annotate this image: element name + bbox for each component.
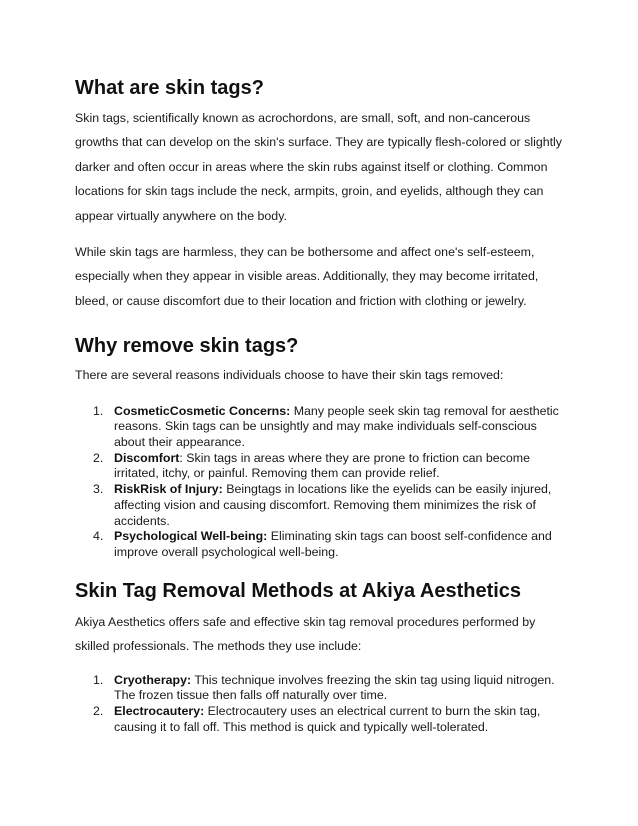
list-item-title: Electrocautery: [114,703,205,718]
paragraph-why-intro: There are several reasons individuals choose to have their skin tags removed: [75,368,504,383]
methods-list [75,673,570,736]
list-item-title: CosmeticCosmetic Concerns: [114,403,291,418]
list-item-text: Electrocautery uses an electrical current to burn the skin tag, causing it to fall off. This method is quick and typically well-tolerated. [114,703,541,734]
list-item-title: Psychological Well-being: [114,529,268,544]
list-item-number: 1. [93,672,104,687]
list-item-text: : Skin tags in areas where they are prone to friction can become irritated, itchy, or painful. Removing them can provide relief. [114,450,530,481]
list-item-title: RiskRisk of Injury: [114,482,223,497]
list-item-number: 3. [93,482,104,497]
list-item-text: Beingtags in locations like the eyelids can be easily injured, affecting vision and causing discomfort. Removing them minimizes the risk of accidents. [114,482,552,528]
list-item-number: 2. [93,703,104,718]
list-item-number: 1. [93,403,104,418]
list-item-number: 2. [93,450,104,465]
list-item-number: 4. [93,529,104,544]
list-item [75,529,570,560]
section-heading-why: Why remove skin tags? [75,335,299,358]
list-item-text: Many people seek skin tag removal for aesthetic reasons. Skin tags can be unsightly and may make individuals self-conscious about their appearance. [114,403,559,450]
list-item [75,451,570,482]
list-item-title: Discomfort [114,450,180,465]
list-item [75,482,570,529]
list-item [75,704,570,735]
list-item-text: This technique involves freezing the skin tag using liquid nitrogen. The frozen tissue then falls off naturally over time. [114,672,555,703]
list-item-title: Cryotherapy: [114,672,192,687]
list-item [75,404,570,451]
document-content [75,75,570,735]
paragraph-what-definition: Skin tags, scientifically known as acrochordons, are small, soft, and non-cancerous growths that can develop on the skin's surface. They are typically flesh-colored or slightly darker and often occur in areas where the skin rubs against itself or clothing. Common locations for skin tags include the neck, armpits, groin, and eyelids, although they can appear virtually anywhere on the body. [75,111,562,223]
paragraph-what-concerns: While skin tags are harmless, they can be bothersome and affect one's self-esteem, especially when they appear in visible areas. Additionally, they may become irritated, bleed, or cause discomfort due to their location and friction with clothing or jewelry. [75,245,539,308]
section-heading-what: What are skin tags? [75,77,264,99]
list-item-text: Eliminating skin tags can boost self-confidence and improve overall psychological well-being. [114,529,552,559]
section-heading-methods: Skin Tag Removal Methods at Akiya Aesthetics [75,579,522,602]
list-item [75,673,570,704]
reasons-list [75,404,570,561]
paragraph-methods-intro: Akiya Aesthetics offers safe and effective skin tag removal procedures performed by skilled professionals. The methods they use include: [75,614,536,654]
